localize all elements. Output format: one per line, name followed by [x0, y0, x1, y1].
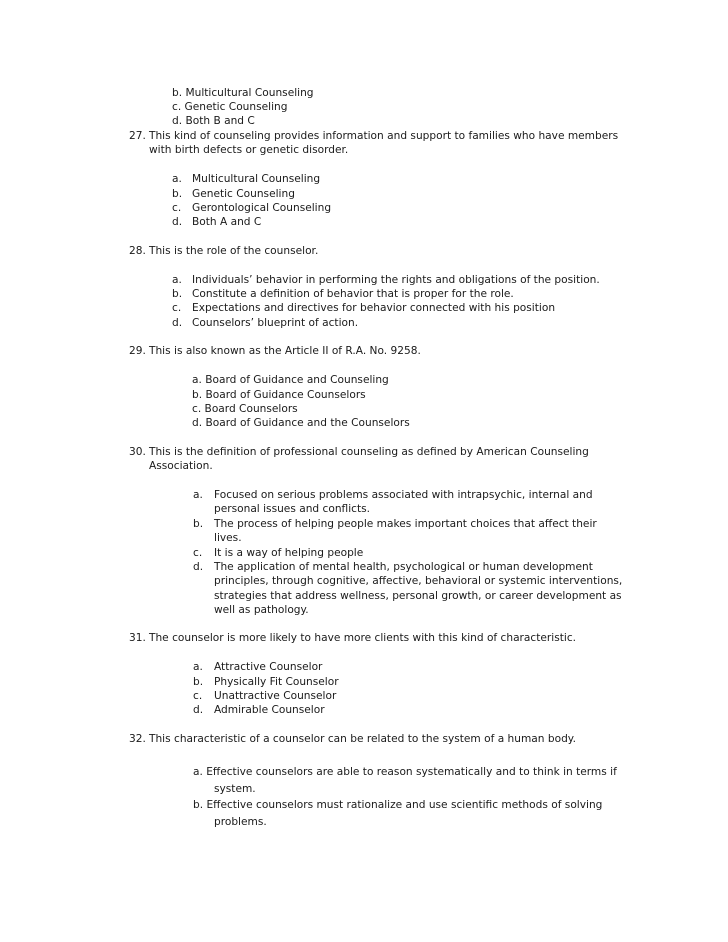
option-letter: a. [172, 274, 182, 286]
option-text: b. Effective counselors must rationalize and use scientific methods of solving [193, 799, 603, 811]
option-text: lives. [214, 532, 242, 544]
option-text: Expectations and directives for behavior connected with his position [192, 302, 556, 314]
option-text: Individuals’ behavior in performing the rights and obligations of the position. [192, 274, 600, 286]
option-letter: d. [193, 561, 204, 573]
option-text: a. Board of Guidance and Counseling [192, 374, 389, 386]
option-text: b. Multicultural Counseling [172, 87, 314, 99]
question-number: 30. [129, 446, 146, 458]
question-text: The counselor is more likely to have more clients with this kind of characteristic. [149, 632, 577, 644]
option-letter: b. [172, 188, 183, 200]
option-letter: a. [193, 489, 203, 501]
option-text: Both A and C [192, 216, 262, 228]
question-number: 28. [129, 245, 146, 257]
option-letter: d. [193, 704, 204, 716]
option-text: Genetic Counseling [192, 188, 295, 200]
question-number: 27. [129, 130, 146, 142]
option-text: system. [214, 783, 256, 795]
option-text: Gerontological Counseling [192, 202, 332, 214]
option-text: c. Genetic Counseling [172, 101, 288, 113]
question-number: 31. [129, 632, 146, 644]
option-letter: d. [172, 216, 183, 228]
option-text: problems. [214, 816, 267, 828]
option-letter: a. [172, 173, 182, 185]
option-text: Constitute a definition of behavior that is proper for the role. [192, 288, 514, 300]
option-letter: c. [193, 690, 203, 702]
question-text: Association. [149, 460, 213, 472]
option-text: d. Board of Guidance and the Counselors [192, 417, 410, 429]
question-text: This is the definition of professional counseling as defined by American Counseling [149, 446, 589, 458]
option-text: Attractive Counselor [214, 661, 323, 673]
question-number: 32. [129, 733, 146, 745]
option-text: a. Effective counselors are able to reason systematically and to think in terms if [193, 766, 617, 778]
question-number: 29. [129, 345, 146, 357]
question-text: This is the role of the counselor. [149, 245, 319, 257]
option-letter: b. [172, 288, 183, 300]
option-text: personal issues and conflicts. [214, 503, 371, 515]
option-text: Admirable Counselor [214, 704, 325, 716]
option-letter: d. [172, 317, 183, 329]
option-text: Multicultural Counseling [192, 173, 321, 185]
option-text: Focused on serious problems associated with intrapsychic, internal and [214, 489, 593, 501]
option-text: c. Board Counselors [192, 403, 298, 415]
option-text: d. Both B and C [172, 115, 255, 127]
option-text: The application of mental health, psychological or human development [214, 561, 593, 573]
question-text: with birth defects or genetic disorder. [149, 144, 349, 156]
question-text: This kind of counseling provides information and support to families who have members [149, 130, 619, 142]
option-text: It is a way of helping people [214, 547, 364, 559]
option-letter: b. [193, 676, 204, 688]
option-text: Physically Fit Counselor [214, 676, 339, 688]
option-letter: a. [193, 661, 203, 673]
option-text: principles, through cognitive, affective, behavioral or systemic interventions, [214, 575, 623, 587]
option-letter: c. [172, 202, 182, 214]
option-text: b. Board of Guidance Counselors [192, 389, 366, 401]
option-text: strategies that address wellness, personal growth, or career development as [214, 590, 622, 602]
option-letter: c. [172, 302, 182, 314]
option-text: The process of helping people makes important choices that affect their [214, 518, 597, 530]
question-text: This is also known as the Article II of R.A. No. 9258. [149, 345, 421, 357]
option-text: Counselors’ blueprint of action. [192, 317, 359, 329]
option-letter: c. [193, 547, 203, 559]
option-text: Unattractive Counselor [214, 690, 337, 702]
option-letter: b. [193, 518, 204, 530]
option-text: well as pathology. [214, 604, 309, 616]
question-text: This characteristic of a counselor can be related to the system of a human body. [149, 733, 576, 745]
